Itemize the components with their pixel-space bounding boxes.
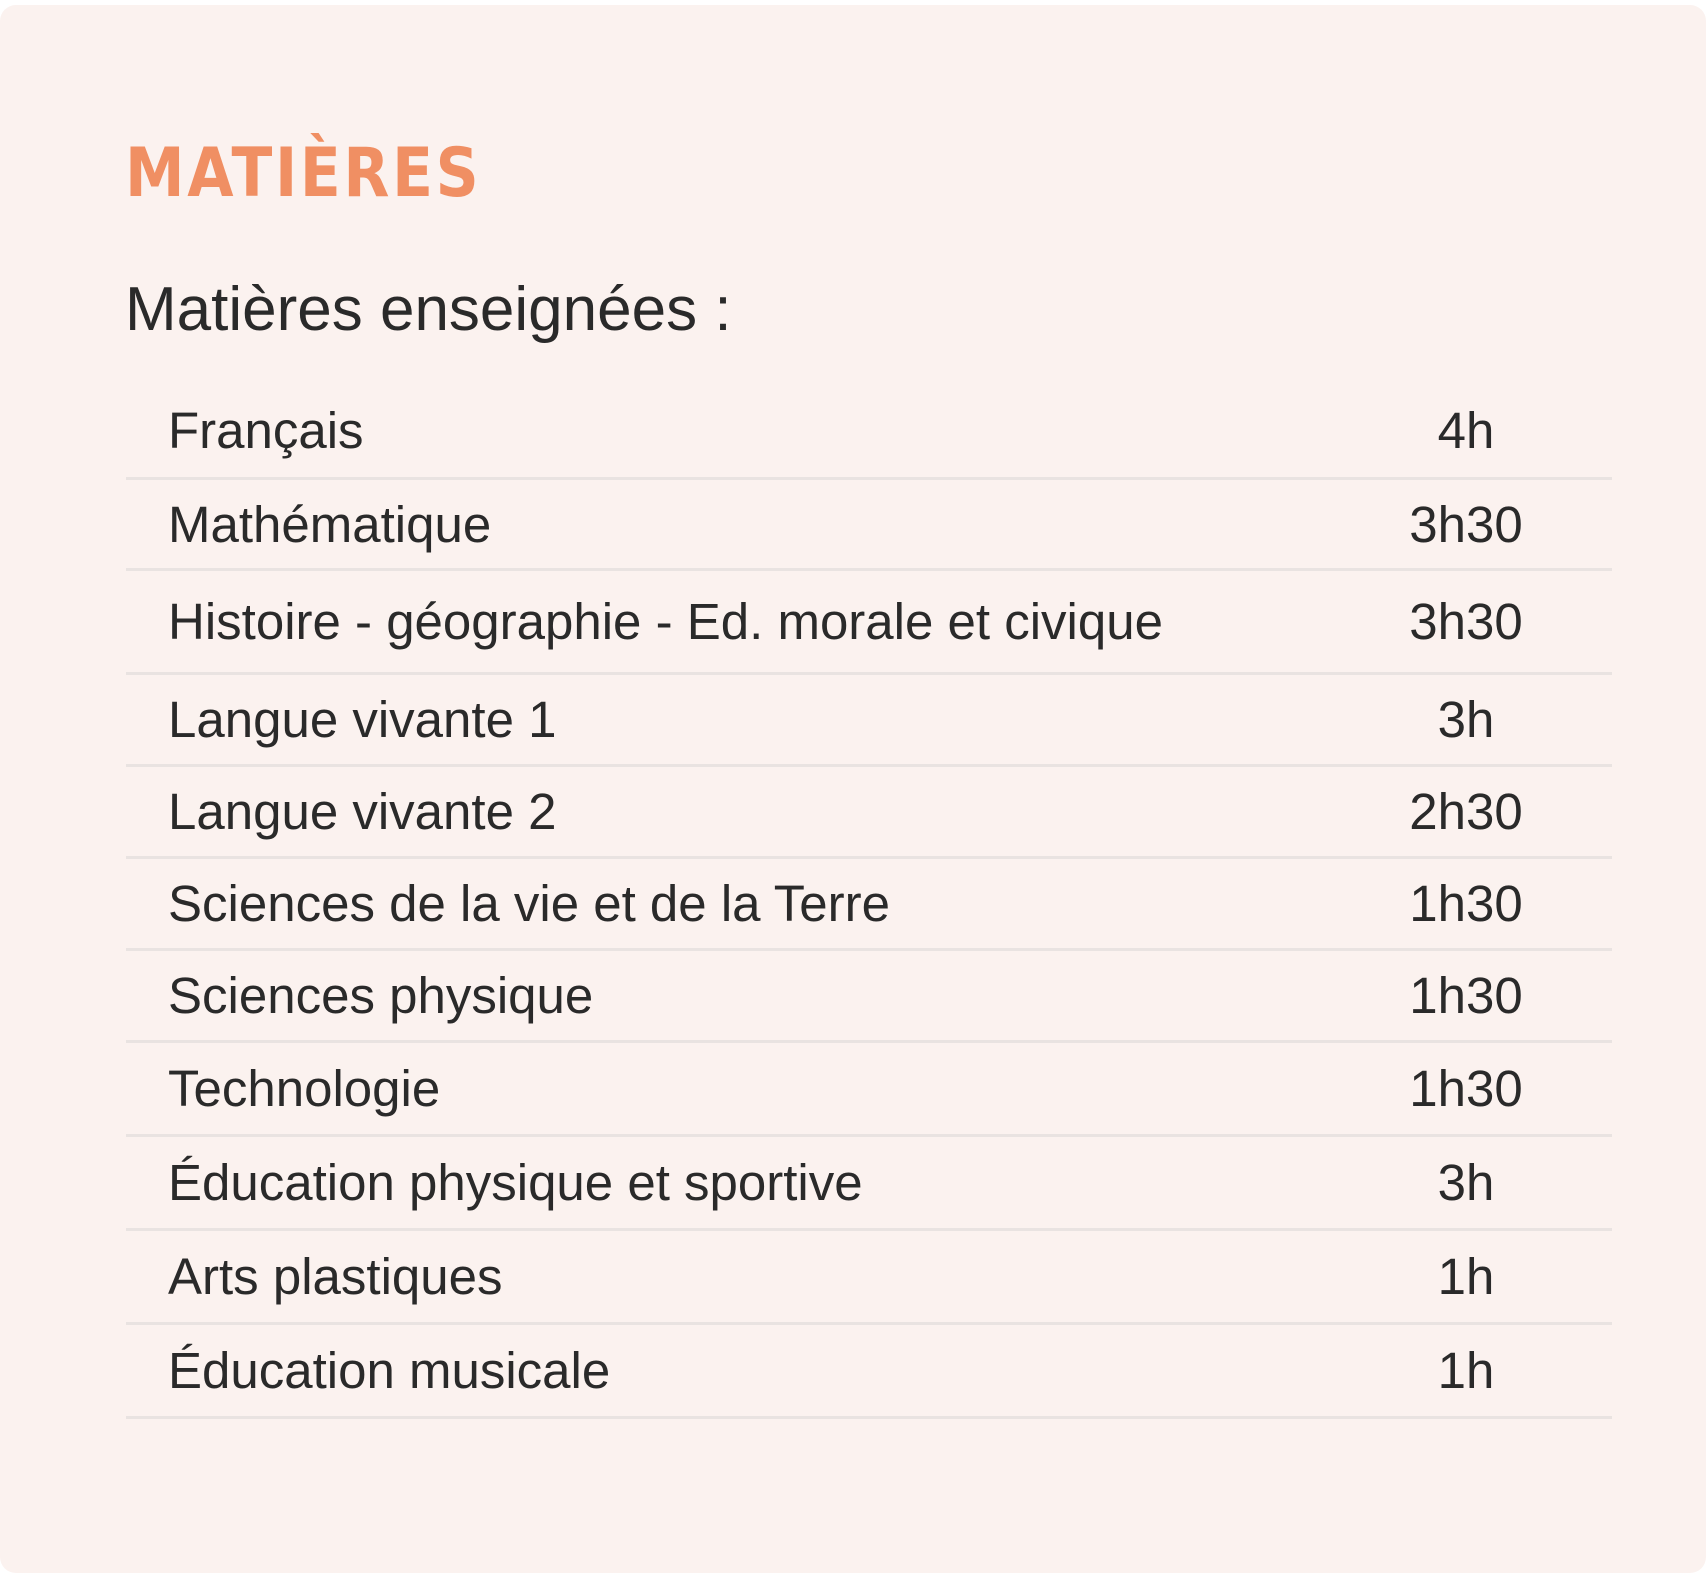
subject-hours: 3h <box>1437 691 1495 748</box>
subject-name: Langue vivante 2 <box>168 783 557 840</box>
subjects-card <box>0 5 1706 1573</box>
table-row <box>126 1043 1612 1137</box>
table-row <box>126 767 1612 859</box>
table-row <box>126 1325 1612 1419</box>
subject-name: Technologie <box>168 1060 441 1117</box>
table-row <box>126 383 1612 480</box>
subjects-table <box>126 383 1612 1419</box>
subjects-heading: Matières enseignées : <box>125 275 732 344</box>
subject-hours: 1h <box>1437 1248 1495 1305</box>
subject-hours: 1h <box>1437 1342 1495 1399</box>
subject-hours: 3h30 <box>1409 495 1523 553</box>
subject-hours: 1h30 <box>1409 875 1523 932</box>
subject-hours: 1h30 <box>1409 1060 1523 1117</box>
subject-name: Mathématique <box>168 495 492 553</box>
table-row <box>126 951 1612 1043</box>
subject-name: Langue vivante 1 <box>168 691 557 748</box>
table-row <box>126 480 1612 571</box>
subject-hours: 2h30 <box>1409 783 1523 840</box>
subject-hours: 4h <box>1437 401 1495 459</box>
subject-name: Éducation physique et sportive <box>168 1154 863 1211</box>
subject-hours: 3h30 <box>1409 593 1523 650</box>
table-row <box>126 675 1612 767</box>
subject-name: Éducation musicale <box>168 1342 611 1399</box>
subject-name: Sciences physique <box>168 967 594 1024</box>
subject-name: Histoire - géographie - Ed. morale et civique <box>168 593 1163 650</box>
table-row <box>126 859 1612 951</box>
subject-name: Français <box>168 401 364 459</box>
subject-name: Sciences de la vie et de la Terre <box>168 875 890 932</box>
subject-hours: 1h30 <box>1409 967 1523 1024</box>
table-row <box>126 1231 1612 1325</box>
subject-name: Arts plastiques <box>168 1248 503 1305</box>
table-row <box>126 1137 1612 1231</box>
subject-hours: 3h <box>1437 1154 1495 1211</box>
table-row <box>126 571 1612 675</box>
section-title: MATIÈRES <box>125 134 482 213</box>
